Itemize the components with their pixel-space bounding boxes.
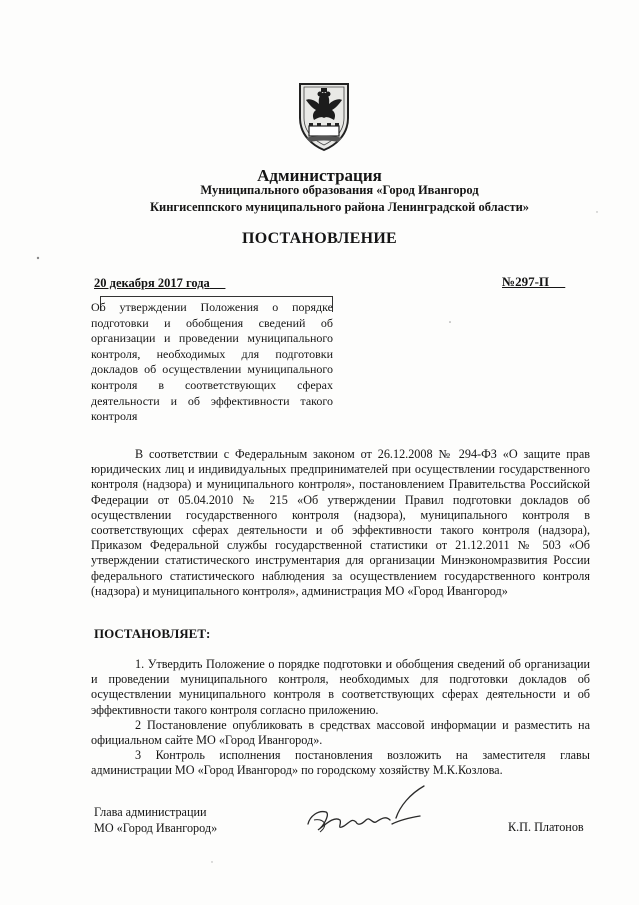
document-type: ПОСТАНОВЛЕНИЕ [241,230,398,247]
signatory-name: К.П. Платонов [508,820,584,834]
organization-subtitle-line1: Муниципального образования «Город Ивангород [200,183,479,197]
clause-item: 2 Постановление опубликовать в средствах массовой информации и разместить на официальном сайте МО «Город Ивангород». [91,717,590,748]
resolves-heading: ПОСТАНОВЛЯЕТ: [94,626,211,641]
signatory-position-line1: Глава администрации [94,805,207,819]
coat-of-arms-emblem [294,78,354,152]
document-date [94,276,225,291]
document-date-text: 20 декабря 2017 года [94,276,210,290]
clause-item: 3 Контроль исполнения постановления возложить на заместителя главы администрации МО «Город Ивангород» по городскому хозяйству М.К.Козлова. [91,748,590,778]
organization-subtitle-line2: Кингисеппского муниципального района Ленинградской области» [149,200,530,214]
signatory-position [94,804,217,836]
document-number [502,274,565,290]
organization-title: Администрация [257,166,382,185]
signatory-position-line2: МО «Город Ивангород» [94,821,218,835]
handwritten-signature [300,780,450,840]
preamble-paragraph: В соответствии с Федеральным законом от 26.12.2008 № 294-ФЗ «О защите прав юридических лиц и индивидуальных предпринимателей при осуществлении государственного контроля (надзора) и муниципального контроля», постановлением Правительства Российской Федерации от 05.04.2010 № 215 «Об утверждении Правил подготовки докладов об осуществлении государственного контроля (надзора), муниципального контроля в соответствующих сферах деятельности и об эффективности такого контроля (надзора), Приказом Федеральной службы государственной статистики от 21.12.2011 № 503 «Об утверждении статистического инструментария для организации Минэкономразвития России федерального статистического наблюдения за осуществлением государственного контроля (надзора) и муниципального контроля», администрация МО «Город Ивангород» [91,447,590,598]
clauses-list [91,657,590,779]
document-number-text: №297-П [502,274,550,289]
clause-item: 1. Утвердить Положение о порядке подготовки и обобщения сведений об организации и проведении муниципального контроля, необходимых для подготовки докладов об осуществлении муниципального контроля в соответствующих сферах деятельности и об эффективности такого контроля согласно приложению. [91,657,590,717]
document-subject: Об утверждении Положения о порядке подготовки и обобщения сведений об организации и проведении муниципального контроля, необходимых для подготовки докладов об осуществлении муниципального контроля в соответствующих сферах деятельности и об эффективности такого контроля [91,300,333,424]
